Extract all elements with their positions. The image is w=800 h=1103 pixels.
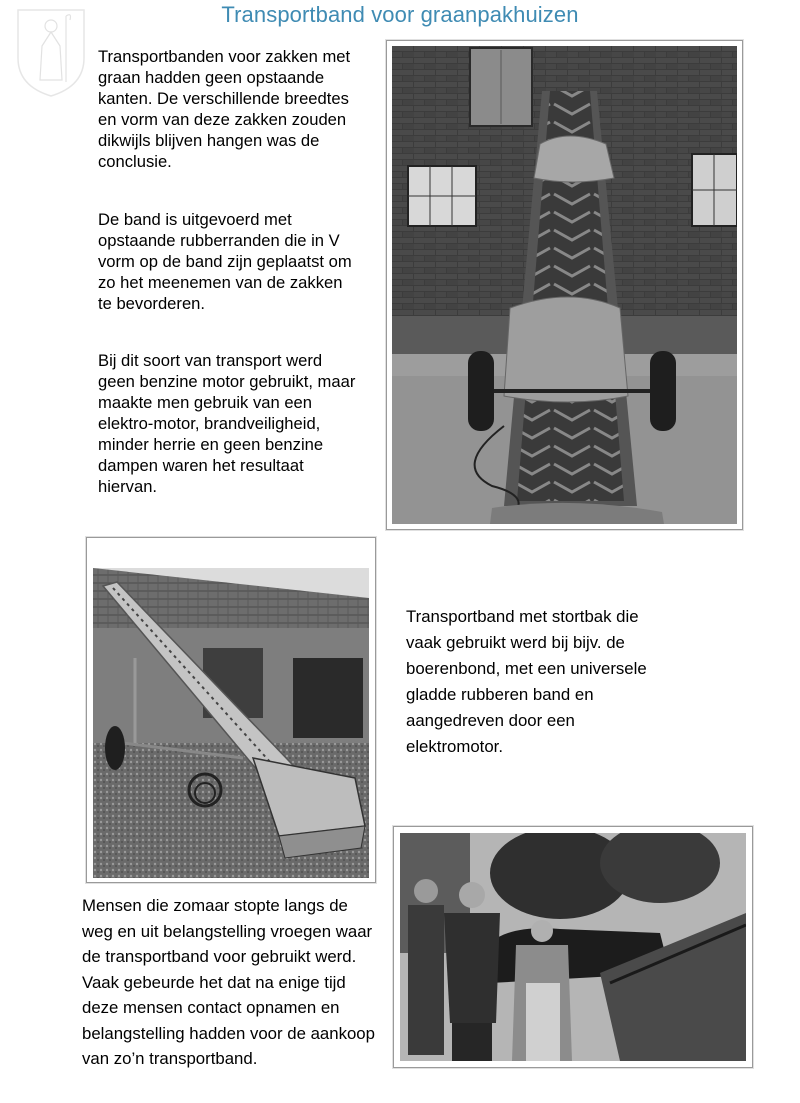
paragraph-rubber-edges: De band is uitgevoerd met opstaande rubberranden die in V vorm op de band zijn geplaatst om zo het meenemen van de zakken te bevorderen. <box>98 210 352 313</box>
photo-conveyor-with-hopper <box>86 537 376 883</box>
page-title: Transportband voor graanpakhuizen <box>221 2 579 27</box>
photo-onlookers <box>393 826 753 1068</box>
paragraph-hopper-description: Transportband met stortbak die vaak gebruikt werd bij bijv. de boerenbond, met een universele gladde rubberen band en aangedreven door een elektromotor. <box>406 607 647 756</box>
crest-watermark-icon <box>14 6 88 98</box>
paragraph-electric-motor: Bij dit soort van transport werd geen benzine motor gebruikt, maar maakte men gebruik van een elektro-motor, brandveiligheid, minder herrie en geen benzine dampen waren het resultaat hiervan. <box>98 351 356 496</box>
paragraph-intro: Transportbanden voor zakken met graan hadden geen opstaande kanten. De verschillende breedtes en vorm van deze zakken zouden dikwijls blijven hangen was de conclusie. <box>98 47 351 171</box>
photo-conveyor-with-sacks <box>386 40 743 530</box>
paragraph-onlookers: Mensen die zomaar stopte langs de weg en uit belangstelling vroegen waar de transportband voor gebruikt werd. Vaak gebeurde het dat na enige tijd deze mensen contact opnamen en belangstelling hadden voor de aankoop van zo’n transportband. <box>82 896 375 1068</box>
